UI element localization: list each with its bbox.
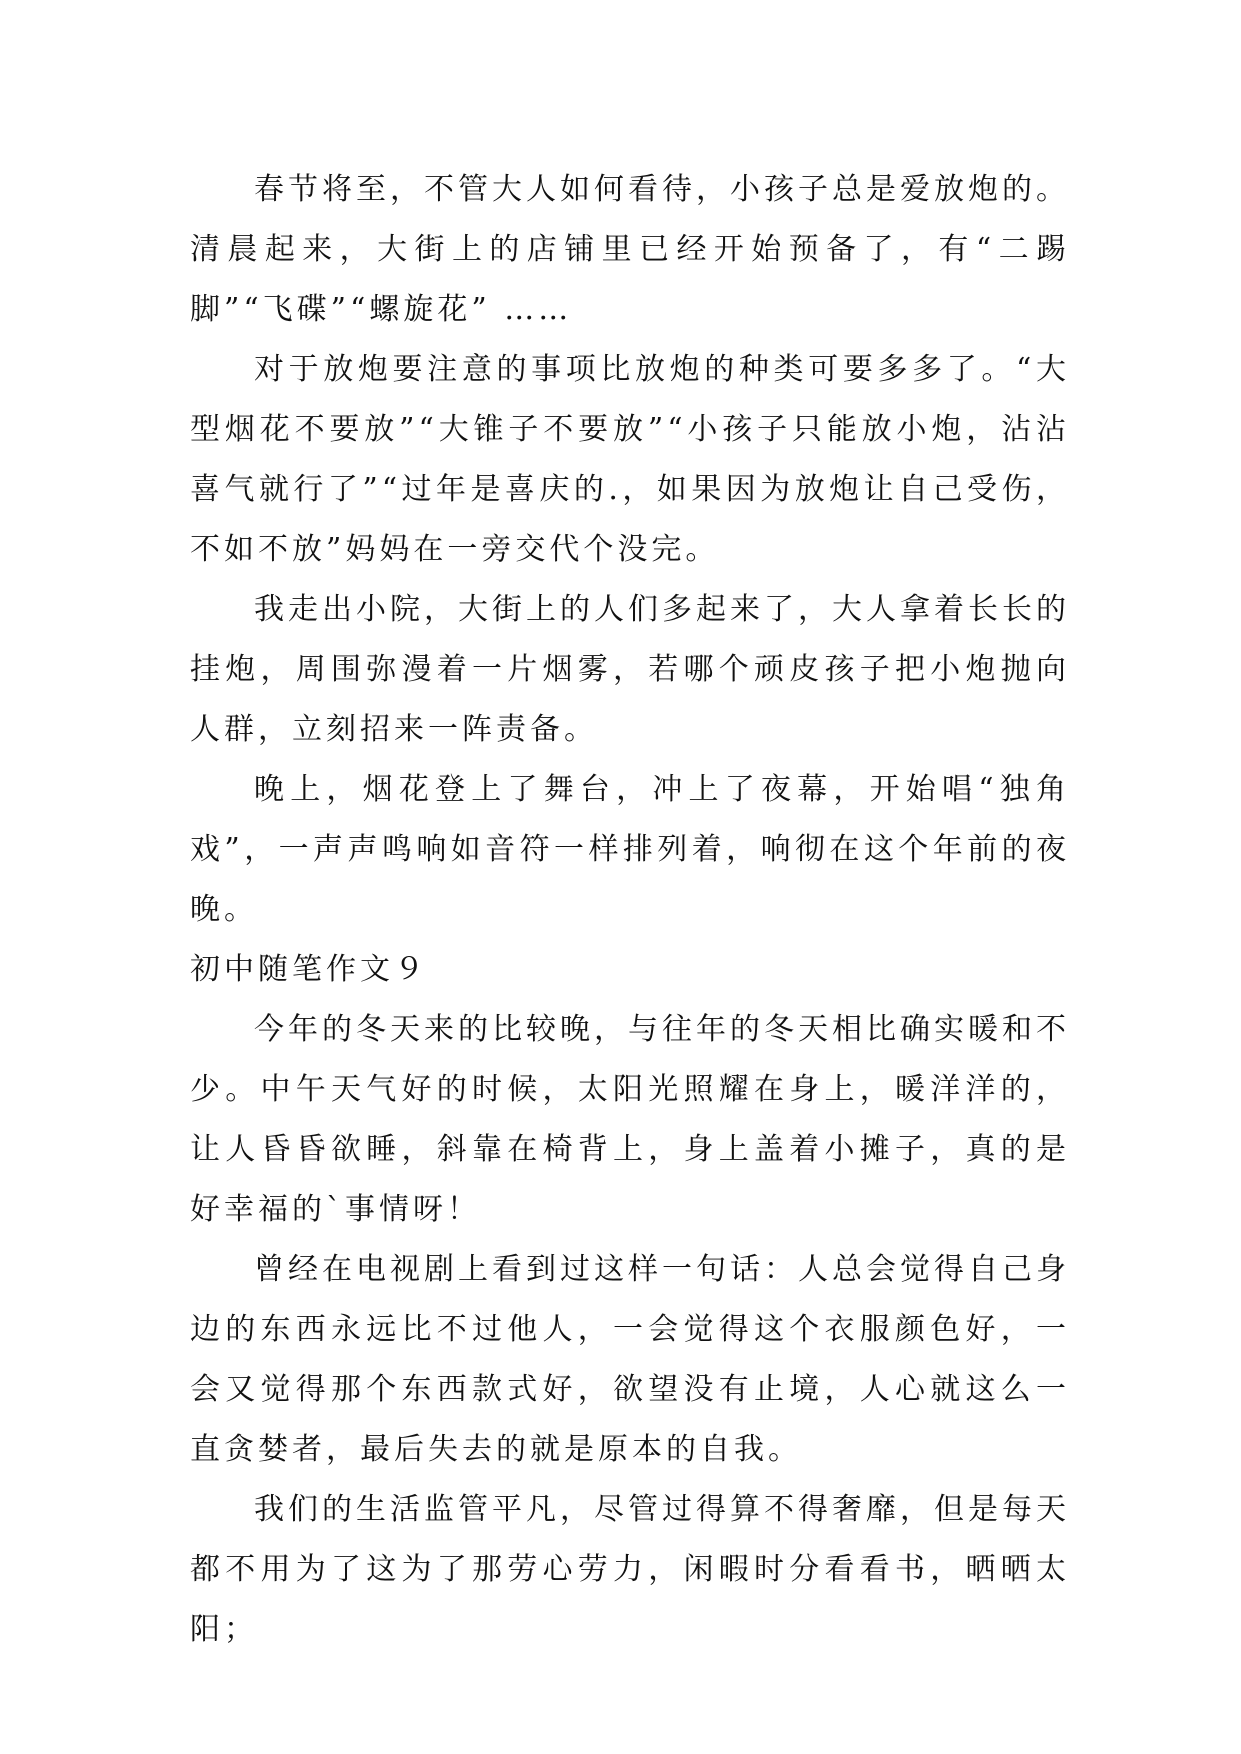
paragraph: 今年的冬天来的比较晚，与往年的冬天相比确实暖和不少。中午天气好的时候，太阳光照耀在身上，暖洋洋的，让人昏昏欲睡，斜靠在椅背上，身上盖着小摊子，真的是好幸福的`事情呀！ [190,1012,1070,1227]
paragraph: 曾经在电视剧上看到过这样一句话：人总会觉得自己身边的东西永远比不过他人，一会觉得这个衣服颜色好，一会又觉得那个东西款式好，欲望没有止境，人心就这么一直贪婪者，最后失去的就是原本的自我。 [190,1252,1070,1467]
paragraph: 我走出小院，大街上的人们多起来了，大人拿着长长的挂炮，周围弥漫着一片烟雾，若哪个顽皮孩子把小炮抛向人群，立刻招来一阵责备。 [190,592,1070,747]
paragraph: 晚上，烟花登上了舞台，冲上了夜幕，开始唱“独角戏”，一声声鸣响如音符一样排列着，响彻在这个年前的夜晚。 [190,772,1070,927]
paragraph: 对于放炮要注意的事项比放炮的种类可要多多了。“大型烟花不要放”“大锥子不要放”“小孩子只能放小炮，沾沾喜气就行了”“过年是喜庆的.，如果因为放炮让自己受伤，不如不放”妈妈在一旁交代个没完。 [190,352,1070,567]
section-heading: 初中随笔作文９ [190,952,428,987]
article-body [190,160,1070,1660]
paragraph: 春节将至，不管大人如何看待，小孩子总是爱放炮的。清晨起来，大街上的店铺里已经开始预备了，有“二踢脚”“飞碟”“螺旋花” …… [190,172,1070,327]
paragraph: 我们的生活监管平凡，尽管过得算不得奢靡，但是每天都不用为了这为了那劳心劳力，闲暇时分看看书，晒晒太阳； [190,1492,1070,1647]
